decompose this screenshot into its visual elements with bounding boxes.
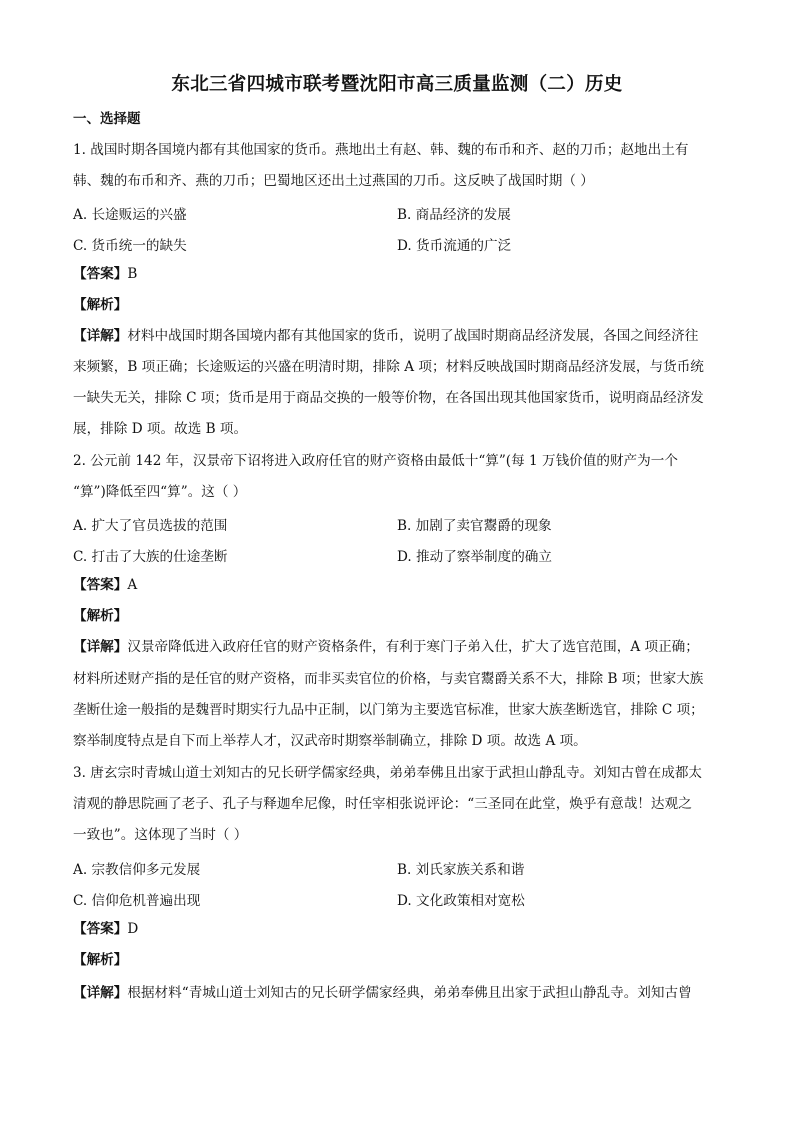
q2-detail-line-2: 材料所述财产指的是任官的财产资格，而非买卖官位的价格，与卖官鬻爵关系不大，排除 B 项；世家大族 [73, 671, 704, 687]
q2-answer [73, 576, 723, 594]
q1-detail-line-1 [73, 327, 723, 345]
detail-tag: 【详解】 [73, 639, 128, 655]
q1-detail-line-4: 展，排除 D 项。故选 B 项。 [73, 421, 248, 437]
q1-option-a: A. 长途贩运的兴盛 [73, 207, 187, 223]
detail-text: 根据材料“青城山道士刘知古的兄长研学儒家经典，弟弟奉佛且出家于武担山静乱寺。刘知古曾 [127, 985, 692, 1001]
detail-tag: 【详解】 [73, 985, 128, 1001]
answer-value: A [127, 577, 138, 593]
q3-option-d: D. 文化政策相对宽松 [397, 893, 525, 909]
q3-stem-line-1: 3. 唐玄宗时青城山道士刘知古的兄长研学儒家经典，弟弟奉佛且出家于武担山静乱寺。刘知古曾在成都太 [73, 765, 703, 781]
q2-detail-line-3: 垄断仕途一般指的是魏晋时期实行九品中正制，以门第为主要选官标准，世家大族垄断选官，排除 C 项； [73, 702, 704, 718]
q1-stem-line-2: 韩、魏的布币和齐、燕的刀币；巴蜀地区还出土过燕国的刀币。这反映了战国时期（ ） [73, 173, 594, 189]
q1-option-d: D. 货币流通的广泛 [397, 238, 512, 254]
answer-value: D [127, 921, 139, 937]
q3-stem-line-3: 一致也”。这体现了当时（ ） [73, 827, 248, 843]
detail-text: 材料中战国时期各国境内都有其他国家的货币，说明了战国时期商品经济发展，各国之间经济往 [127, 328, 699, 344]
q2-stem-line-1: 2. 公元前 142 年，汉景帝下诏将进入政府任官的财产资格由最低十“算”(每 1 万钱价值的财产为一个 [73, 453, 678, 469]
q2-option-c: C. 打击了大族的仕途垄断 [73, 549, 228, 565]
section-heading: 一、选择题 [73, 111, 141, 127]
q2-detail-line-1 [73, 638, 723, 656]
q1-option-c: C. 货币统一的缺失 [73, 238, 187, 254]
detail-text: 汉景帝降低进入政府任官的财产资格条件，有利于寒门子弟入仕，扩大了选官范围，A 项正确； [127, 639, 699, 655]
q1-detail-line-2: 来频繁，B 项正确；长途贩运的兴盛在明清时期，排除 A 项；材料反映战国时期商品经济发展，与货币统 [73, 359, 704, 375]
q3-option-a: A. 宗教信仰多元发展 [73, 862, 201, 878]
q3-answer [73, 920, 723, 938]
q3-option-c: C. 信仰危机普遍出现 [73, 893, 201, 909]
q2-detail-line-4: 察举制度特点是自下而上举荐人才，汉武帝时期察举制确立，排除 D 项。故选 A 项。 [73, 733, 587, 749]
q3-option-b: B. 刘氏家族关系和谐 [397, 862, 525, 878]
analysis-tag: 【解析】 [73, 952, 128, 968]
q1-detail-line-3: 一缺失无关，排除 C 项；货币是用于商品交换的一般等价物，在各国出现其他国家货币，说明商品经济发 [73, 390, 704, 406]
answer-tag: 【答案】 [73, 266, 128, 282]
q3-analysis-tag [73, 951, 723, 969]
q2-option-a: A. 扩大了官员选拔的范围 [73, 518, 228, 534]
detail-tag: 【详解】 [73, 328, 128, 344]
q1-answer [73, 265, 723, 283]
page-title: 东北三省四城市联考暨沈阳市高三质量监测（二）历史 [171, 74, 623, 95]
answer-value: B [127, 266, 138, 282]
analysis-tag: 【解析】 [73, 297, 128, 313]
answer-tag: 【答案】 [73, 921, 128, 937]
q3-stem-line-2: 清观的静思院画了老子、孔子与释迦牟尼像，时任宰相张说评论：“三圣同在此堂，焕乎有意哉！达观之 [73, 796, 692, 812]
q2-option-d: D. 推动了察举制度的确立 [397, 549, 552, 565]
q1-analysis-tag [73, 296, 723, 314]
q1-option-b: B. 商品经济的发展 [397, 207, 511, 223]
q3-detail-line-1 [73, 984, 723, 1002]
q1-stem-line-1: 1. 战国时期各国境内都有其他国家的货币。燕地出土有赵、韩、魏的布币和齐、赵的刀币；赵地出土有 [73, 142, 689, 158]
q2-option-b: B. 加剧了卖官鬻爵的现象 [397, 518, 552, 534]
q2-analysis-tag [73, 607, 723, 625]
q2-stem-line-2: “算”)降低至四“算”。这（ ） [73, 484, 247, 500]
answer-tag: 【答案】 [73, 577, 128, 593]
analysis-tag: 【解析】 [73, 608, 128, 624]
